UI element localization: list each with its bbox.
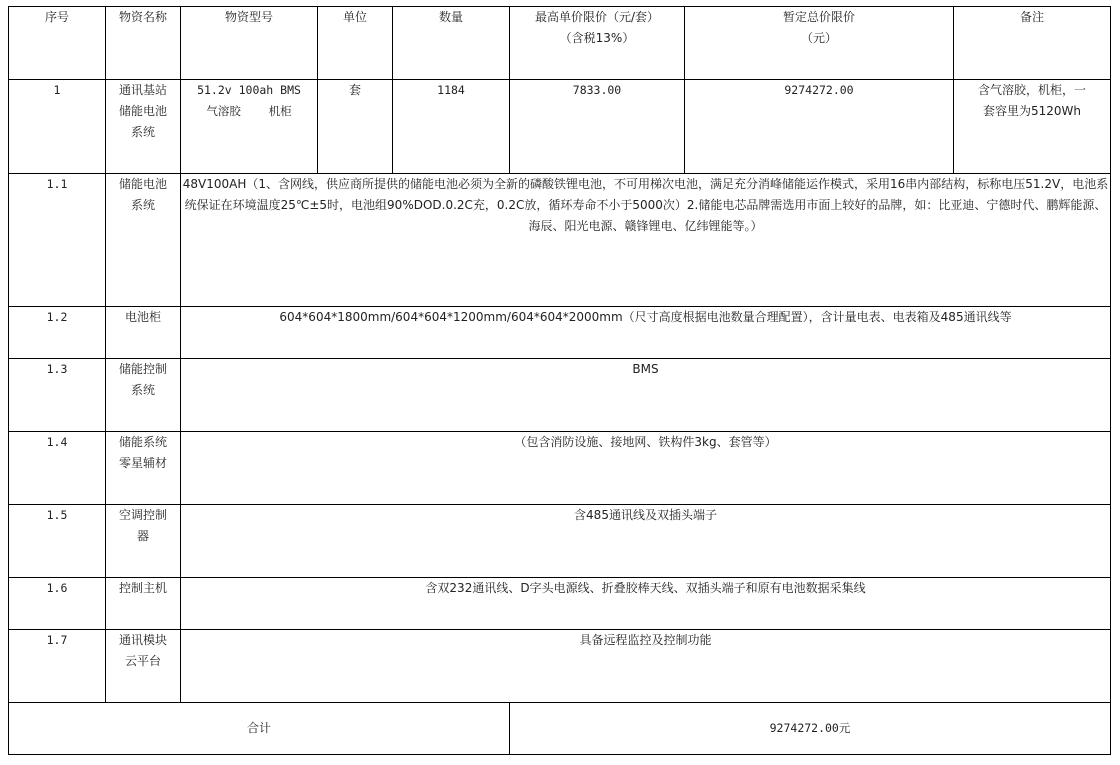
name-line: 通讯模块 xyxy=(118,633,167,647)
name-line: 通讯基站 xyxy=(118,83,167,97)
cell-seq: 1.2 xyxy=(9,307,106,359)
name-line: 储能系统 xyxy=(118,435,167,449)
table-row xyxy=(9,630,1111,703)
note-line: 套容里为5120Wh xyxy=(982,104,1081,118)
table-row-main xyxy=(9,80,1111,174)
name-line: 零星辅材 xyxy=(118,456,167,470)
header-note: 备注 xyxy=(954,7,1111,80)
table-row xyxy=(9,578,1111,630)
cell-description: 含485通讯线及双插头端子 xyxy=(181,505,1111,578)
cell-name xyxy=(106,505,181,578)
cell-name xyxy=(106,630,181,703)
cell-total: 9274272.00 xyxy=(685,80,954,174)
cell-seq: 1.6 xyxy=(9,578,106,630)
cell-seq: 1.5 xyxy=(9,505,106,578)
header-qty: 数量 xyxy=(393,7,510,80)
header-unit-price xyxy=(510,7,685,80)
header-unit-price-line2: （含税13%） xyxy=(559,31,635,45)
cell-seq: 1 xyxy=(9,80,106,174)
cell-description: 604*604*1800mm/604*604*1200mm/604*604*2000mm（尺寸高度根据电池数量合理配置），含计量电表、电表箱及485通讯线等 xyxy=(181,307,1111,359)
name-line: 云平台 xyxy=(124,654,161,668)
header-total-line1: 暂定总价限价 xyxy=(782,10,855,24)
cell-unit: 套 xyxy=(318,80,393,174)
cell-description: 具备远程监控及控制功能 xyxy=(181,630,1111,703)
name-line: 系统 xyxy=(130,198,155,212)
cell-unit-price: 7833.00 xyxy=(510,80,685,174)
header-total-line2: （元） xyxy=(800,31,837,45)
cell-name: 控制主机 xyxy=(106,578,181,630)
table-row xyxy=(9,174,1111,307)
cell-name xyxy=(106,80,181,174)
cell-name xyxy=(106,359,181,432)
name-line: 器 xyxy=(136,529,149,543)
name-line: 储能电池 xyxy=(118,177,167,191)
table-header-row xyxy=(9,7,1111,80)
cell-note xyxy=(954,80,1111,174)
cell-description: （包含消防设施、接地网、铁构件3kg、套管等） xyxy=(181,432,1111,505)
cell-description: 48V100AH（1、含网线，供应商所提供的储能电池必须为全新的磷酸铁锂电池，不可用梯次电池，满足充分消峰储能运作模式，采用16串内部结构，标称电压51.2V，电池系统保证在环境温度25℃±5时，电池组90%DOD.0.2C充，0.2C放，循环寿命不小于5000次）2.储能电芯品牌需选用市面上较好的品牌，如：比亚迪、宁德时代、鹏辉能源、海辰、阳光电源、赣锋锂电、亿纬锂能等。） xyxy=(181,174,1111,307)
header-seq: 序号 xyxy=(9,7,106,80)
total-label: 合计 xyxy=(9,703,510,755)
header-unit-price-line1: 最高单价限价（元/套） xyxy=(534,10,660,24)
header-model: 物资型号 xyxy=(181,7,318,80)
name-line: 系统 xyxy=(130,125,155,139)
cell-name: 电池柜 xyxy=(106,307,181,359)
name-line: 储能控制 xyxy=(118,362,167,376)
table-row xyxy=(9,505,1111,578)
model-line: 气溶胶 机柜 xyxy=(206,104,292,118)
model-line: 51.2v 100ah BMS xyxy=(197,83,301,97)
cell-seq: 1.3 xyxy=(9,359,106,432)
cell-name xyxy=(106,174,181,307)
cell-model xyxy=(181,80,318,174)
table-row xyxy=(9,359,1111,432)
header-name: 物资名称 xyxy=(106,7,181,80)
name-line: 空调控制 xyxy=(118,508,167,522)
header-unit: 单位 xyxy=(318,7,393,80)
material-price-table xyxy=(8,6,1111,755)
header-total xyxy=(685,7,954,80)
cell-name xyxy=(106,432,181,505)
cell-description: 含双232通讯线、D字头电源线、折叠胶棒天线、双插头端子和原有电池数据采集线 xyxy=(181,578,1111,630)
cell-seq: 1.7 xyxy=(9,630,106,703)
cell-description: BMS xyxy=(181,359,1111,432)
cell-seq: 1.4 xyxy=(9,432,106,505)
name-line: 系统 xyxy=(130,383,155,397)
table-total-row xyxy=(9,703,1111,755)
table-row xyxy=(9,307,1111,359)
cell-seq: 1.1 xyxy=(9,174,106,307)
table-row xyxy=(9,432,1111,505)
name-line: 储能电池 xyxy=(118,104,167,118)
note-line: 含气溶胶，机柜，一 xyxy=(977,83,1086,97)
total-value: 9274272.00元 xyxy=(510,703,1111,755)
cell-qty: 1184 xyxy=(393,80,510,174)
